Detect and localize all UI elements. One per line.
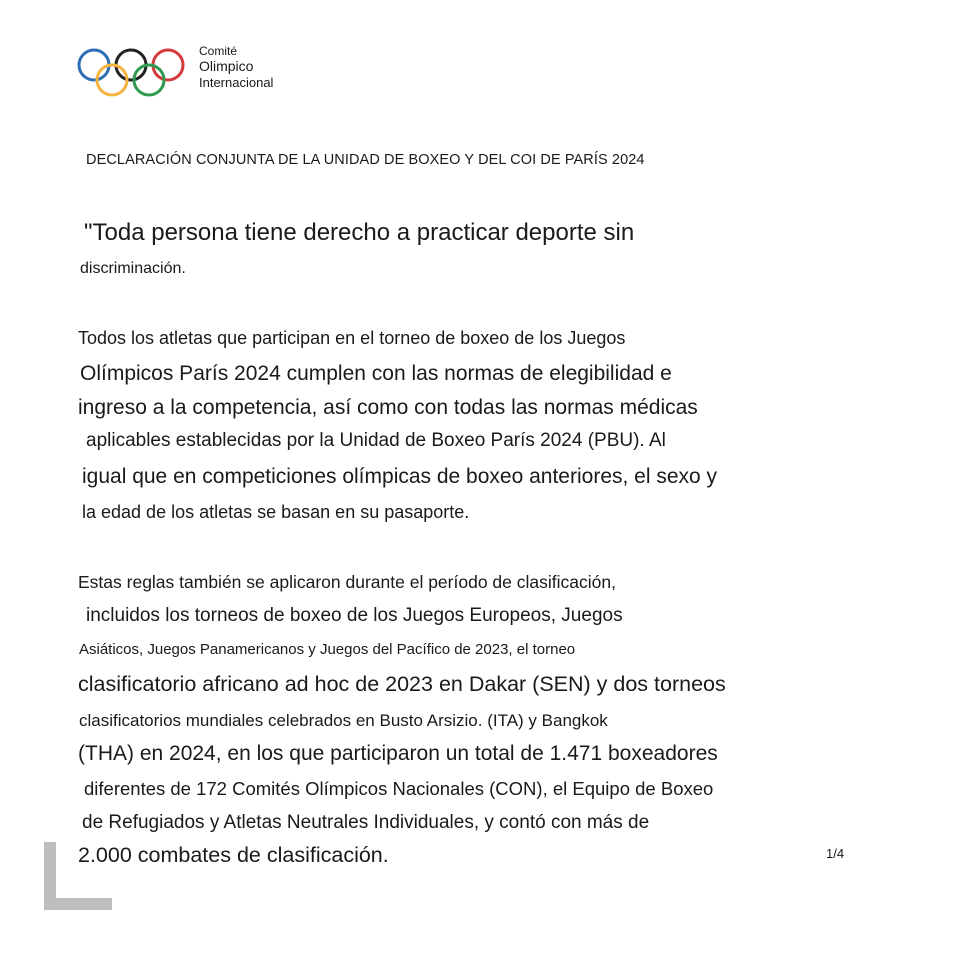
paragraph-line: clasificatorios mundiales celebrados en Busto Arsizio. (ITA) y Bangkok xyxy=(79,711,608,730)
ring-yellow xyxy=(97,65,127,95)
quote-line: discriminación. xyxy=(80,260,186,277)
paragraph-line: igual que en competiciones olímpicas de boxeo anteriores, el sexo y xyxy=(82,465,718,488)
quote-line: "Toda persona tiene derecho a practicar deporte sin xyxy=(84,219,635,246)
paragraph-line: de Refugiados y Atletas Neutrales Individuales, y contó con más de xyxy=(82,812,650,833)
ring-red xyxy=(153,50,183,80)
corner-bracket xyxy=(44,898,112,910)
paragraph-line: la edad de los atletas se basan en su pasaporte. xyxy=(82,502,470,522)
paragraph-line: (THA) en 2024, en los que participaron un total de 1.471 boxeadores xyxy=(78,742,718,765)
paragraph-line: 2.000 combates de clasificación. xyxy=(78,843,389,867)
paragraph-line: incluidos los torneos de boxeo de los Juegos Europeos, Juegos xyxy=(86,605,623,626)
paragraph-line: diferentes de 172 Comités Olímpicos Nacionales (CON), el Equipo de Boxeo xyxy=(84,778,714,799)
org-line-3: Internacional xyxy=(199,75,274,91)
paragraph-line: Olímpicos París 2024 cumplen con las normas de elegibilidad e xyxy=(80,362,672,385)
org-line-2: Olimpico xyxy=(199,58,254,75)
org-line-1: Comité xyxy=(199,44,238,58)
page-indicator: 1/4 xyxy=(826,846,845,861)
paragraph-line: clasificatorio africano ad hoc de 2023 en Dakar (SEN) y dos torneos xyxy=(78,672,726,696)
document-title: DECLARACIÓN CONJUNTA DE LA UNIDAD DE BOXEO Y DEL COI DE PARÍS 2024 xyxy=(86,152,645,168)
olympic-rings-logo xyxy=(76,44,188,100)
paragraph-line: Estas reglas también se aplicaron durante el período de clasificación, xyxy=(78,572,616,592)
paragraph-line: Todos los atletas que participan en el torneo de boxeo de los Juegos xyxy=(78,328,626,348)
ring-blue xyxy=(79,50,109,80)
organization-name xyxy=(199,44,273,91)
paragraph-line: aplicables establecidas por la Unidad de Boxeo París 2024 (PBU). Al xyxy=(86,430,666,451)
paragraph-line: ingreso a la competencia, así como con todas las normas médicas xyxy=(78,396,698,419)
ring-green xyxy=(134,65,164,95)
ring-black xyxy=(116,50,146,80)
paragraph-line: Asiáticos, Juegos Panamericanos y Juegos del Pacífico de 2023, el torneo xyxy=(79,641,576,658)
